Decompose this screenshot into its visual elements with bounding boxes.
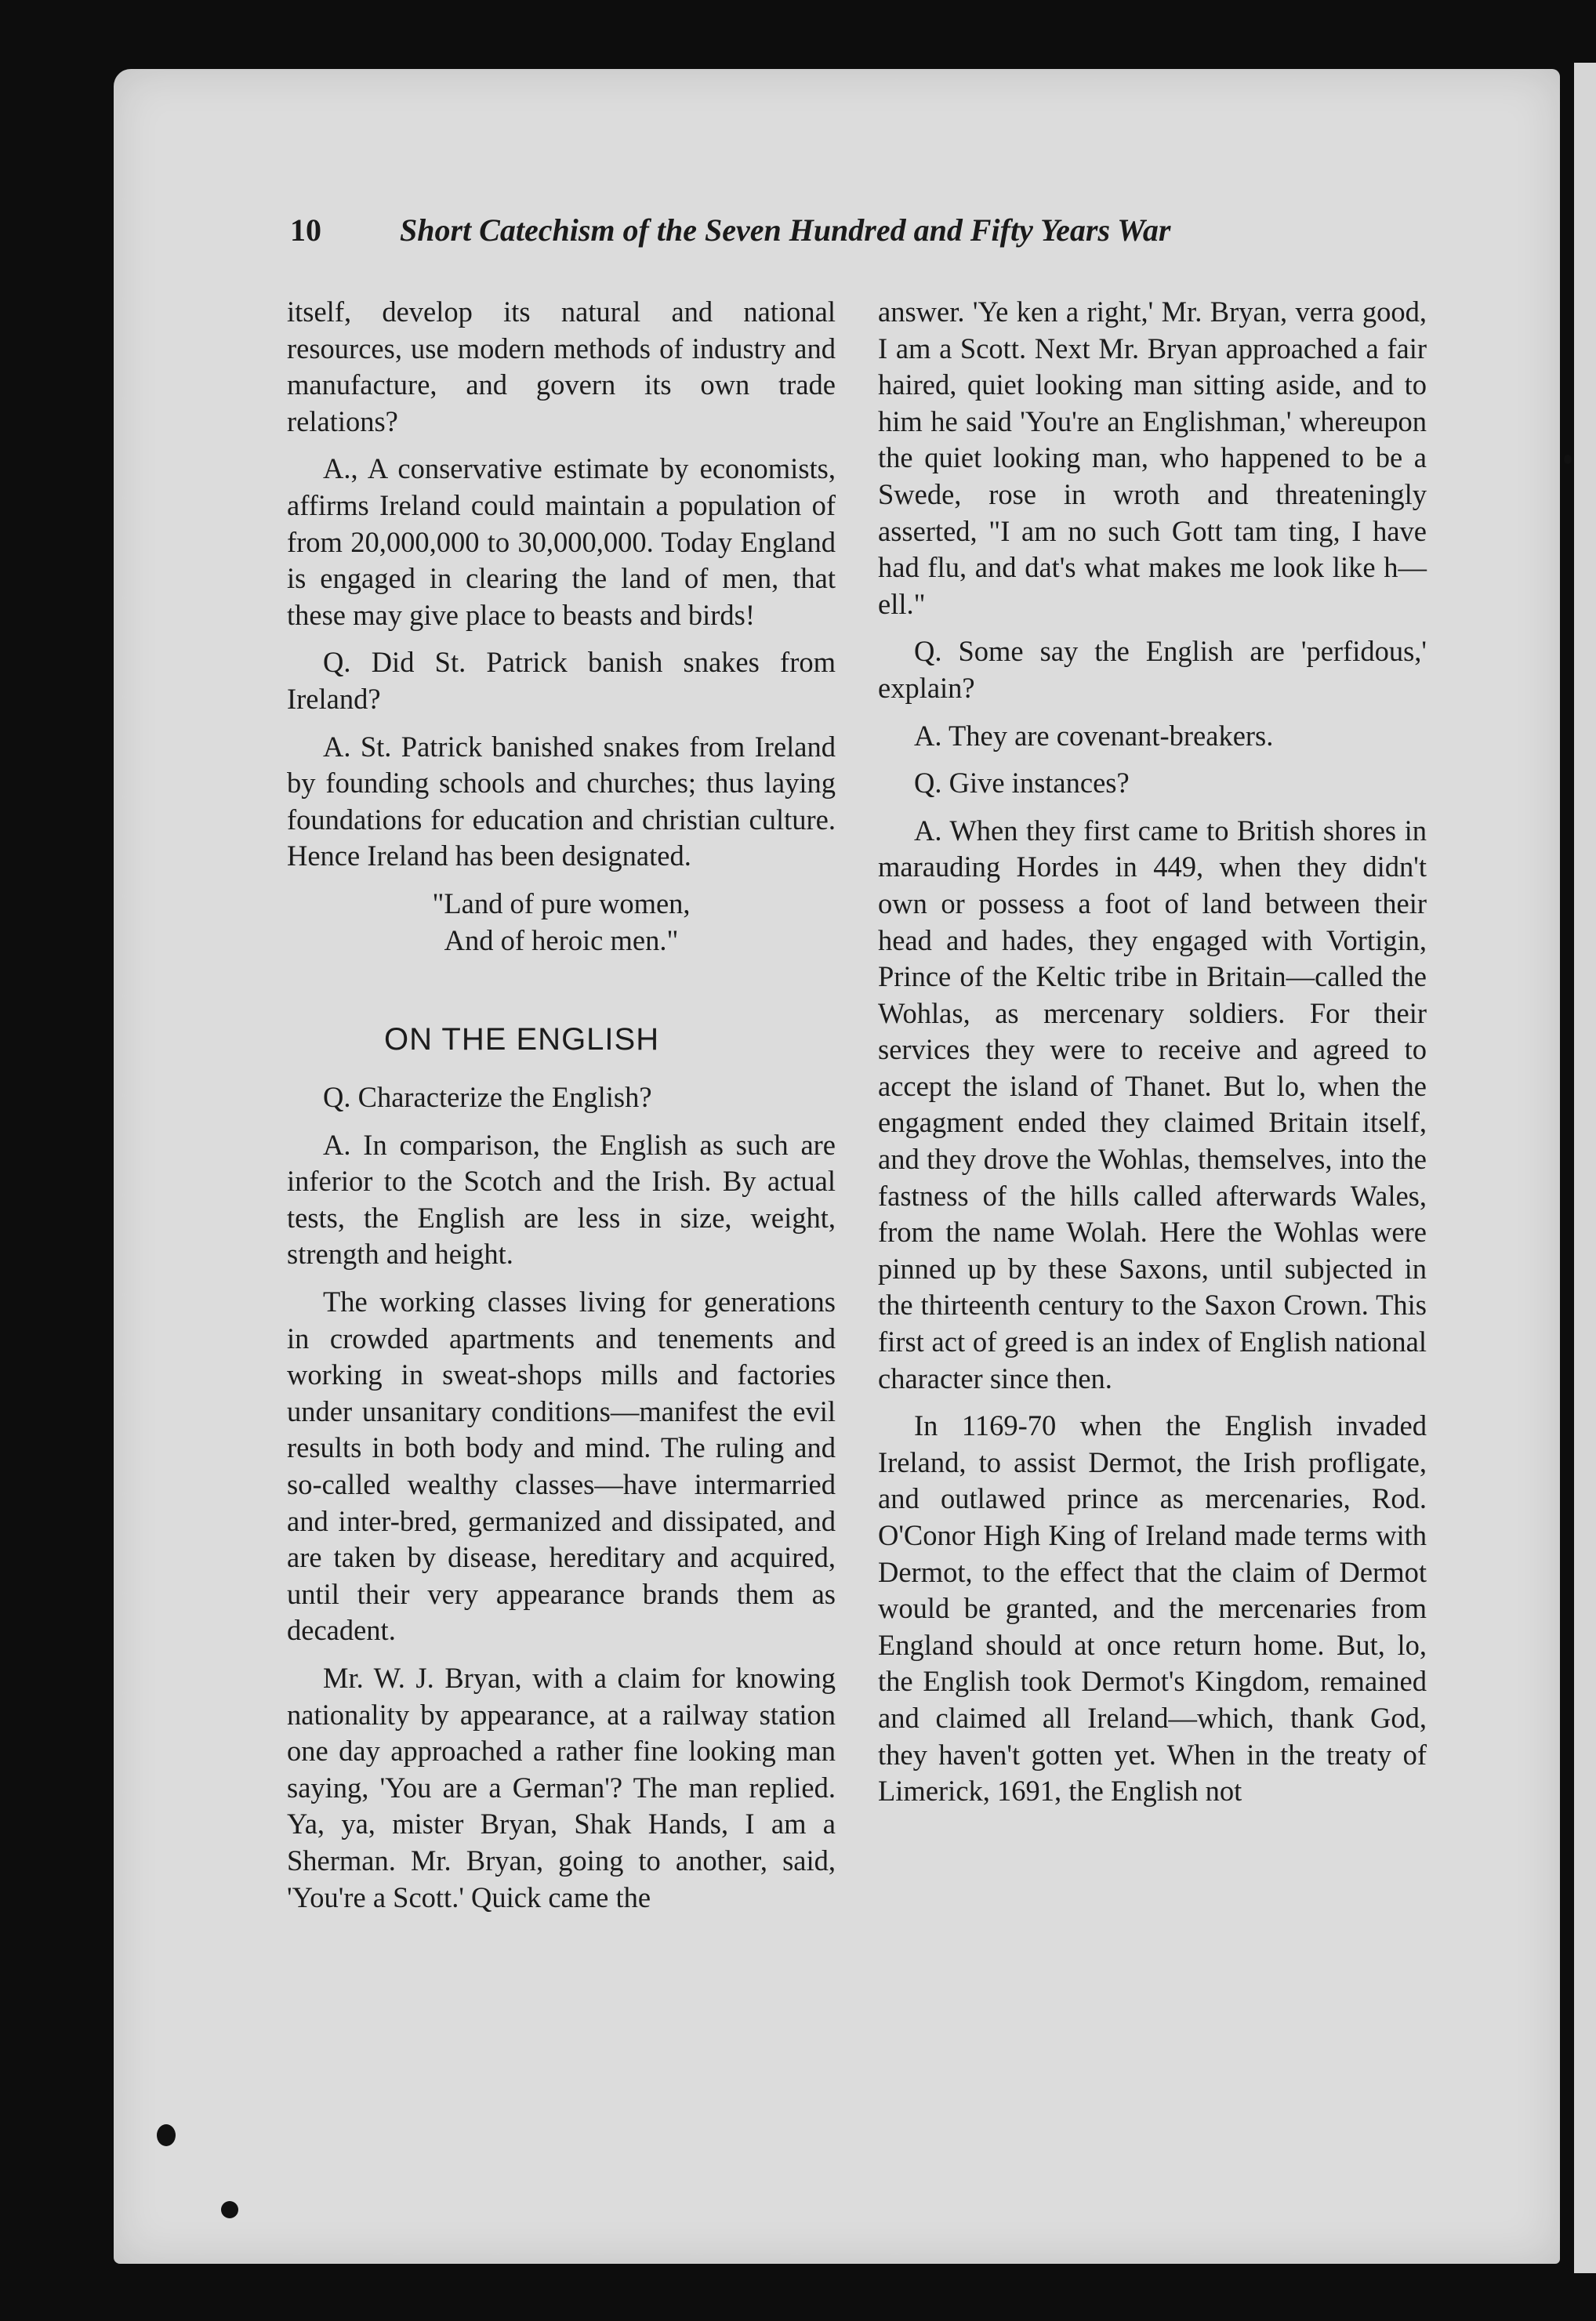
page-header xyxy=(290,212,1325,259)
paragraph: A., A conservative estimate by economists, affirms Ireland could maintain a population of from 20,000,000 to 30,000,000. Today England is engaged in clearing the land of men, that these may give place to beasts and birds! xyxy=(287,452,836,631)
answer: A. They are covenant-breakers. xyxy=(914,719,1274,752)
right-column xyxy=(878,294,1427,1821)
speck xyxy=(1564,455,1572,464)
answer: A. When they first came to British shores in marauding Hordes in 449, when they didn't own or possess a foot of land between their head and hades, they engaged with Vortigin, Prince of the Keltic tribe in Britain—called the Wohlas, as mercenary soldiers. For their services they were to receive and agreed to accept the island of Thanet. But lo, when the engagment ended they claimed Britain itself, and they drove the Wohlas, themselves, into the fastness of the hills called afterwards Wales, from the name Wolah. Here the Wohlas were pinned up by these Saxons, until subjected in the thirteenth century to the Saxon Crown. This first act of greed is an index of English national character since then. xyxy=(878,814,1427,1394)
speck xyxy=(221,2201,238,2218)
page-number: 10 xyxy=(290,212,321,248)
verse-line: "Land of pure women, xyxy=(432,887,691,919)
answer: A. St. Patrick banished snakes from Ireland by founding schools and churches; thus laying foundations for education and christian culture. Hence Ireland has been designated. xyxy=(287,730,836,872)
answer: A. In comparison, the English as such are inferior to the Scotch and the Irish. By actual tests, the English are less in size, weight, strength and height. xyxy=(287,1128,836,1271)
left-column xyxy=(287,294,836,1927)
paragraph: Mr. W. J. Bryan, with a claim for knowing nationality by appearance, at a railway station one day approached a rather fine looking man saying, 'You are a German'? The man replied. Ya, ya, mister Bryan, Shak Hands, I am a Sherman. Mr. Bryan, going to another, said, 'You're a Scott.' Quick came the xyxy=(287,1662,836,1913)
question: Q. Did St. Patrick banish snakes from Ireland? xyxy=(287,646,836,715)
question: Q. Some say the English are 'perfidous,' explain? xyxy=(878,635,1427,704)
paragraph: The working classes living for generations in crowded apartments and tenements and working in sweat-shops mills and factories under unsanitary conditions—manifest the evil results in both body and mind. The ruling and so-called wealthy classes—have intermarried and inter-bred, germanized and dissipated, and are taken by disease, hereditary and acquired, until their very appearance brands them as decadent. xyxy=(287,1286,836,1647)
section-heading: ON THE ENGLISH xyxy=(384,1022,660,1057)
adjacent-page-edge xyxy=(1574,63,1596,2273)
question: Q. Characterize the English? xyxy=(323,1081,652,1114)
question: Q. Give instances? xyxy=(914,767,1130,800)
paragraph: itself, develop its natural and national resources, use modern methods of industry and manufacture, and govern its own trade relations? xyxy=(287,296,836,437)
verse-line: And of heroic men." xyxy=(444,923,679,956)
running-title: Short Catechism of the Seven Hundred and Fifty Years War xyxy=(400,212,1171,248)
speck xyxy=(157,2124,176,2146)
paragraph: In 1169-70 when the English invaded Ireland, to assist Dermot, the Irish profligate, and outlawed prince as mercenaries, Rod. O'Conor High King of Ireland made terms with Dermot, to the effect that the claim of Dermot would be granted, and the mercenaries from England should at once return home. But, lo, the English took Dermot's Kingdom, remained and claimed all Ireland—which, thank God, they haven't gotten yet. When in the treaty of Limerick, 1691, the English not xyxy=(878,1409,1427,1808)
paragraph: answer. 'Ye ken a right,' Mr. Bryan, verra good, I am a Scott. Next Mr. Bryan approached a fair haired, quiet looking man sitting aside, and to him he said 'You're an Englishman,' whereupon the quiet looking man, who happened to be a Swede, rose in wroth and threateningly asserted, "I am no such Gott tam ting, I have had flu, and dat's what makes me look like h—ell." xyxy=(878,296,1427,620)
